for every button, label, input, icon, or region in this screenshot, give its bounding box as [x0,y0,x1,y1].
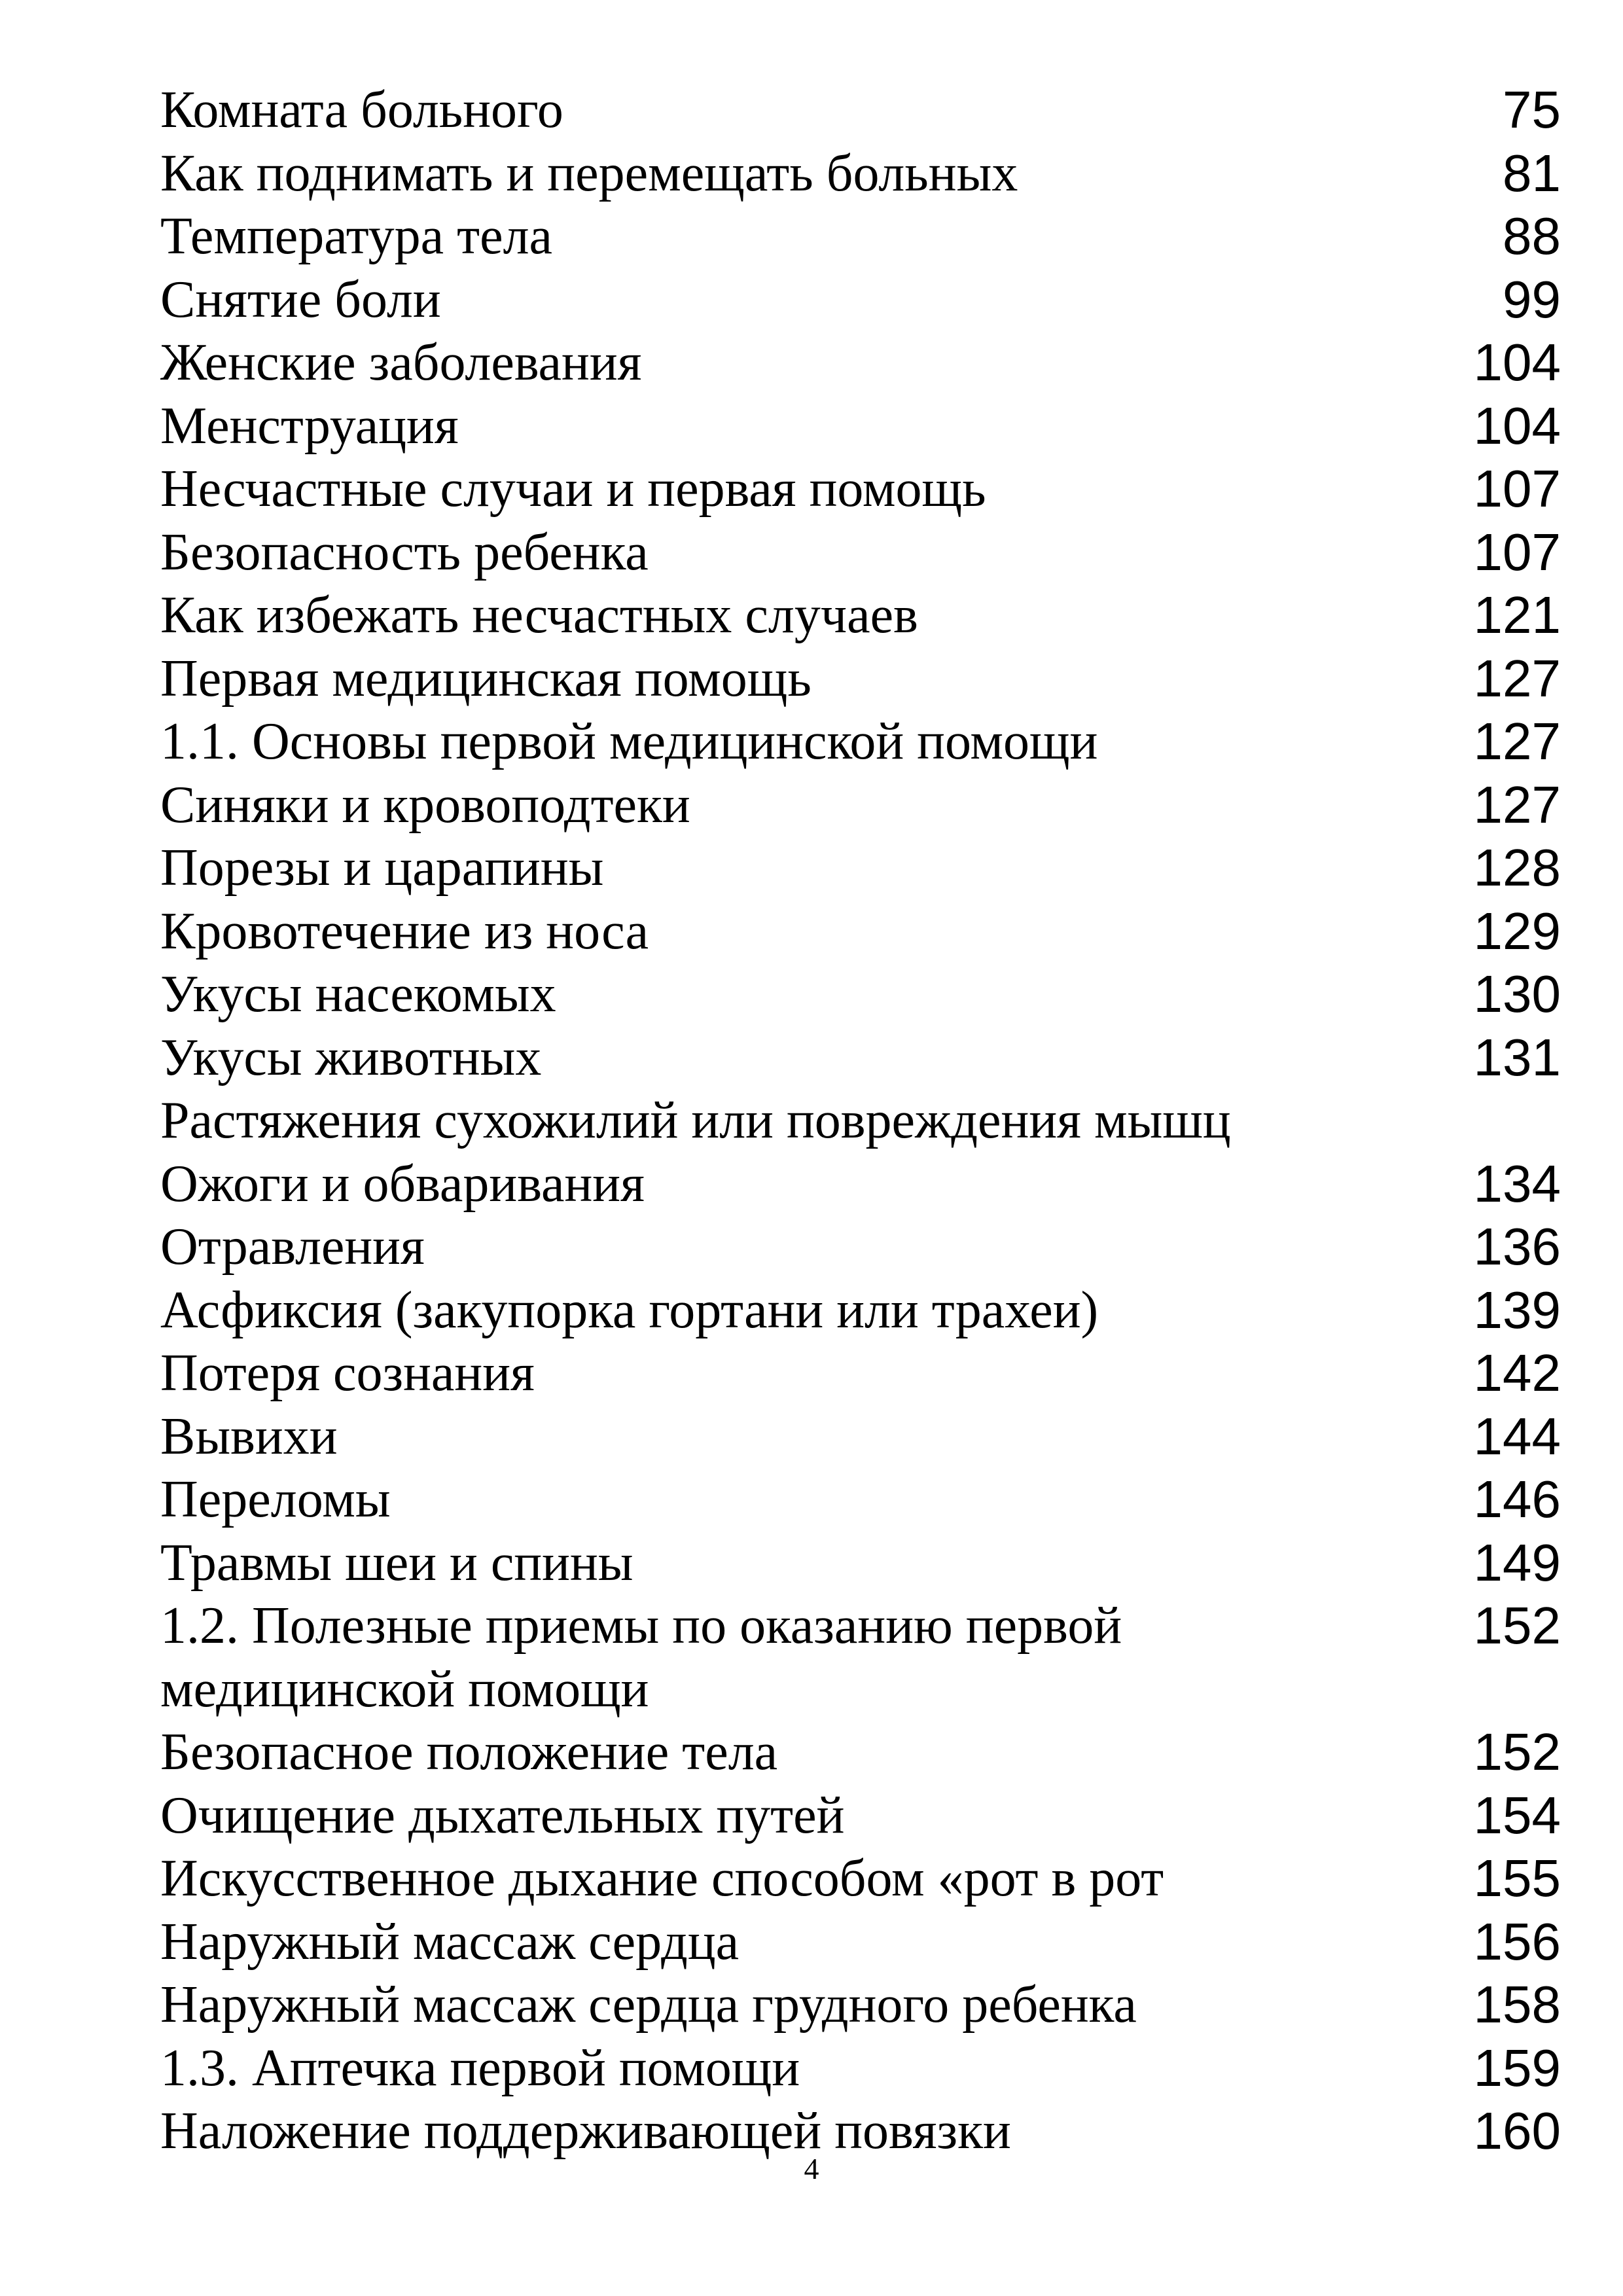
toc-entry [160,710,1561,774]
toc-entry-title: 1.3. Аптечка первой помощи [160,2039,800,2097]
toc-entry-title: Комната больного [160,81,563,139]
toc-entry [160,2037,1561,2100]
toc-entry [160,1342,1561,1405]
toc-entry-title: Несчастные случаи и первая помощь [160,460,986,518]
toc-entry-page: 136 [1473,1217,1561,1276]
toc-entry-title: Безопасное положение тела [160,1723,778,1781]
toc-entry [160,1532,1561,1595]
toc-entry-page: 152 [1473,1723,1561,1781]
toc-entry-title: Как избежать несчастных случаев [160,586,918,644]
toc-entry-title: Очищение дыхательных путей [160,1786,845,1844]
toc-entry-page: 75 [1503,81,1561,139]
toc-entry [160,1468,1561,1532]
toc-entry [160,205,1561,268]
toc-entry-title: Наружный массаж сердца [160,1912,740,1971]
toc-entry-title: Потеря сознания [160,1344,535,1402]
toc-entry [160,1910,1561,1974]
toc-entry [160,331,1561,395]
toc-entry-page: 158 [1473,1975,1561,2034]
toc-entry [160,584,1561,647]
toc-entry [160,521,1561,584]
toc-entry [160,1405,1561,1469]
toc-entry-title: Вывихи [160,1407,338,1465]
toc-entry [160,79,1561,142]
toc-entry-title: Синяки и кровоподтеки [160,776,690,834]
toc-entry-page: 104 [1473,396,1561,455]
toc-entry-page: 131 [1473,1028,1561,1086]
toc-entry-page: 107 [1473,459,1561,518]
toc-entry-title: Первая медицинская помощь [160,649,812,708]
toc-entry [160,268,1561,332]
toc-entry [160,1847,1561,1910]
toc-entry-page: 127 [1473,712,1561,770]
toc-entry-page: 146 [1473,1470,1561,1528]
toc-entry-title: Асфиксия (закупорка гортани или трахеи) [160,1281,1099,1339]
toc-entry-page: 155 [1473,1849,1561,1907]
toc-entry-page: 139 [1473,1280,1561,1339]
toc-entry-page: 142 [1473,1344,1561,1402]
toc-entry [160,900,1561,963]
toc-entry [160,1784,1561,1848]
toc-entry-page: 129 [1473,901,1561,960]
toc-entry [160,1215,1561,1279]
toc-entry [160,1279,1561,1342]
toc-entry-title: Температура тела [160,207,553,265]
toc-entry-title: Укусы насекомых [160,965,556,1023]
toc-entry [160,963,1561,1026]
toc-entry [160,1973,1561,2037]
toc-entry-page: 121 [1473,586,1561,644]
toc-entry-page: 130 [1473,965,1561,1023]
toc-entry-title: Наложение поддерживающей повязки [160,2102,1011,2160]
toc-entry [160,1026,1561,1090]
toc-entry-page: 156 [1473,1912,1561,1971]
toc-entry-page: 154 [1473,1785,1561,1844]
toc-entry-page: 127 [1473,649,1561,708]
toc-entry-title: 1.2. Полезные приемы по оказанию первой медицинской помощи [160,1597,1122,1718]
toc-entry [160,457,1561,521]
toc-entry [160,395,1561,458]
toc-entry-title: Женские заболевания [160,334,642,391]
toc-entry-page: 81 [1503,143,1561,202]
toc-entry [160,1594,1561,1721]
toc-entry-page: 149 [1473,1533,1561,1592]
toc-entry-title: Переломы [160,1471,391,1528]
toc-entry-page: 160 [1473,2102,1561,2160]
toc-entry-page: 128 [1473,838,1561,897]
toc-entry-title: Как поднимать и перемещать больных [160,144,1018,202]
toc-entry-page: 134 [1473,1154,1561,1213]
toc-entry-title: Порезы и царапины [160,839,604,897]
toc-entry-page: 152 [1473,1596,1561,1655]
table-of-contents [160,79,1561,2163]
toc-entry-title: 1.1. Основы первой медицинской помощи [160,713,1098,770]
toc-entry-page: 99 [1503,270,1561,329]
toc-entry-title: Ожоги и обваривания [160,1155,645,1213]
toc-entry-page: 144 [1473,1407,1561,1465]
toc-entry-title: Менструация [160,397,459,455]
toc-entry-title: Кровотечение из носа [160,902,649,960]
toc-entry-title: Снятие боли [160,270,441,329]
toc-entry-title: Растяжения сухожилий или повреждения мышц [160,1092,1231,1149]
toc-entry-page: 88 [1503,207,1561,265]
toc-entry [160,836,1561,900]
toc-entry-page: 104 [1473,333,1561,391]
toc-entry-page: 127 [1473,775,1561,834]
toc-entry-title: Безопасность ребенка [160,523,649,581]
toc-entry [160,142,1561,206]
toc-entry [160,1153,1561,1216]
toc-entry [160,647,1561,711]
toc-entry-title: Искусственное дыхание способом «рот в рот [160,1850,1164,1907]
toc-entry-title: Укусы животных [160,1028,542,1086]
toc-entry [160,1089,1561,1153]
toc-entry-title: Травмы шеи и спины [160,1534,633,1592]
page-number: 4 [804,2152,819,2185]
toc-entry [160,1721,1561,1784]
toc-entry [160,774,1561,837]
toc-entry-page: 107 [1473,522,1561,581]
toc-entry-title: Наружный массаж сердца грудного ребенка [160,1976,1137,2034]
toc-entry-title: Отравления [160,1218,425,1276]
toc-entry-page: 159 [1473,2038,1561,2097]
